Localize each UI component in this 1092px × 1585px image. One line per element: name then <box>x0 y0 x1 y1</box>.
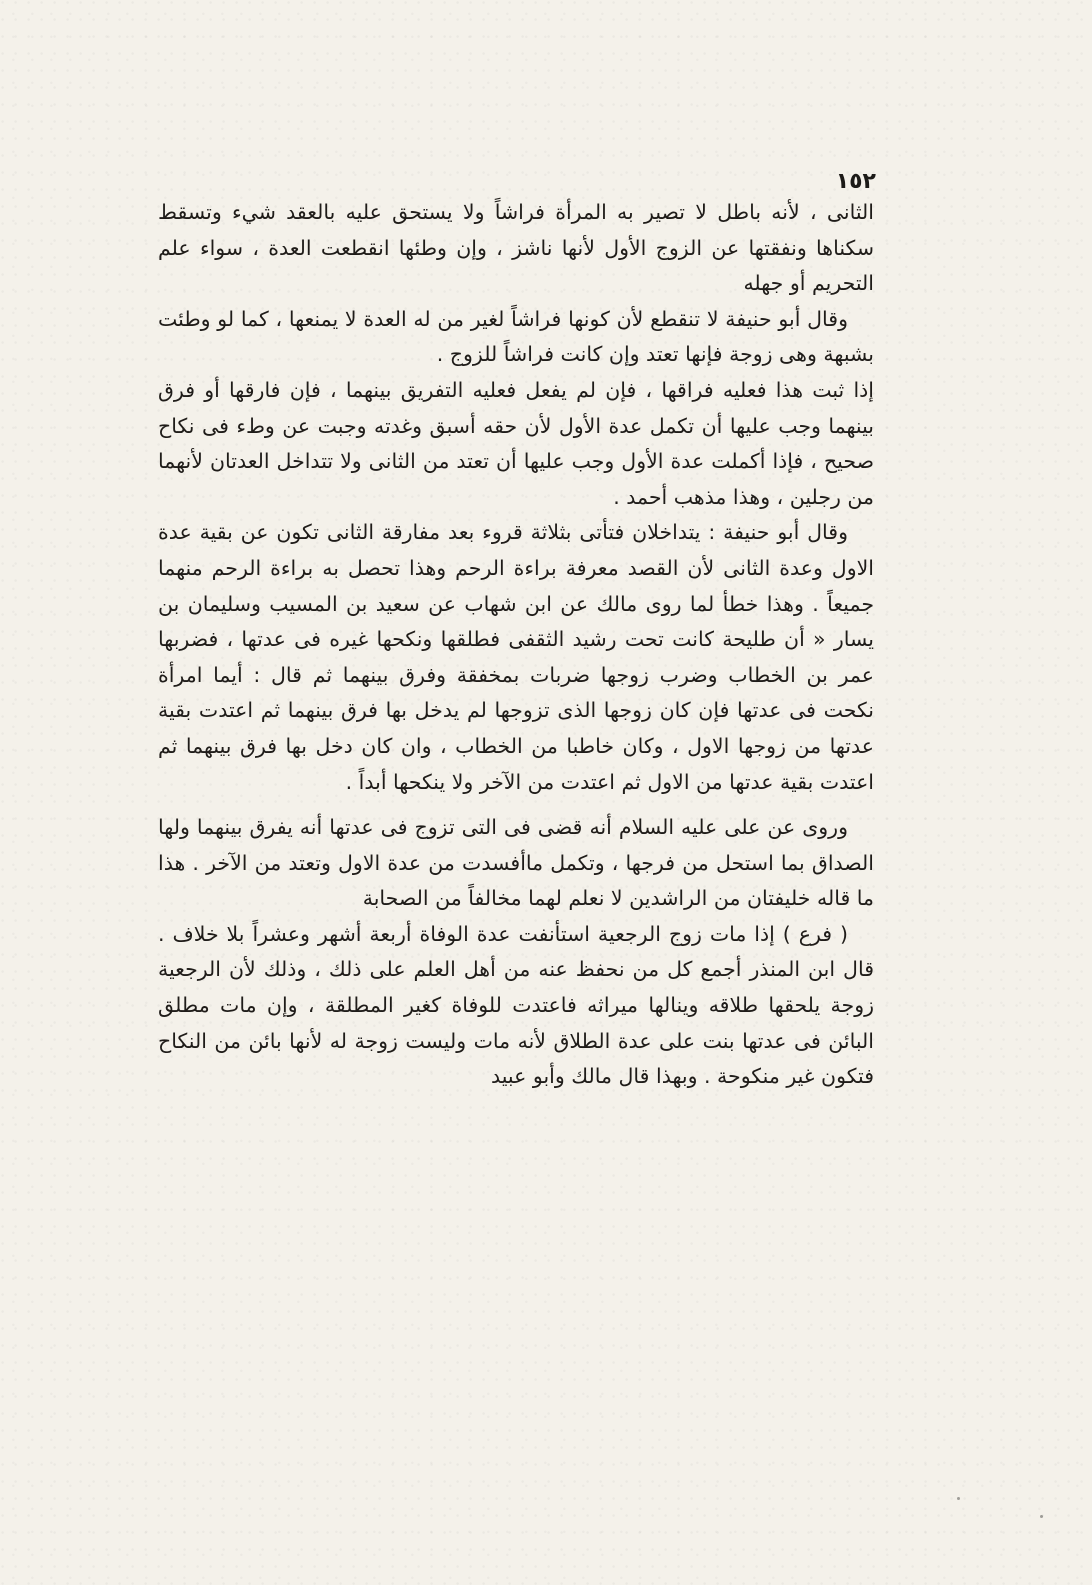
main-text-block <box>158 195 874 1095</box>
paragraph-5: وروى عن على عليه السلام أنه قضى فى التى تزوج فى عدتها أنه يفرق بينهما ولها الصداق بما استحل من فرجها ، وتكمل ماأفسدت من عدة الاول وتعتد من الآخر . هذا ما قاله خليفتان من الراشدين لا نعلم لهما مخالفاً من الصحابة <box>158 815 874 911</box>
page-number: ١٥٢ <box>835 169 876 194</box>
paragraph-1: الثانى ، لأنه باطل لا تصير به المرأة فراشاً ولا يستحق عليه بالعقد شيء وتسقط سكناها ونفقتها عن الزوج الأول لأنها ناشز ، وإن وطئها انقطعت العدة ، سواء علم التحريم أو جهله <box>158 200 874 296</box>
paragraph-6: ( فرع ) إذا مات زوج الرجعية استأنفت عدة الوفاة أربعة أشهر وعشراً بلا خلاف . قال ابن المنذر أجمع كل من نحفظ عنه من أهل العلم على ذلك ، وذلك لأن الرجعية زوجة يلحقها طلاقه وينالها ميراثه فاعتدت للوفاة كغير المطلقة ، وإن مات مطلق البائن فى عدتها بنت على عدة الطلاق لأنه مات وليست زوجة له لأنها بائن من النكاح فتكون غير منكوحة . وبهذا قال مالك وأبو عبيد <box>158 921 874 1089</box>
paper-speck <box>1040 1515 1043 1518</box>
paragraph-3: إذا ثبت هذا فعليه فراقها ، فإن لم يفعل فعليه التفريق بينهما ، فإن فارقها أو فرق بينهما وجب عليها أن تكمل عدة الأول لأن حقه أسبق وغدته وجبت عن وطء فى نكاح صحيح ، فإذا أكملت عدة الأول وجب عليها أن تعتد من الثانى ولا تتداخل العدتان لأنهما من رجلين ، وهذا مذهب أحمد . <box>158 377 874 509</box>
paragraph-4: وقال أبو حنيفة : يتداخلان فتأتى بثلاثة قروء بعد مفارقة الثانى تكون عن بقية عدة الاول وعدة الثانى لأن القصد معرفة براءة الرحم وهذا تحصل به براءة الرحم منهما جميعاً . وهذا خطأ لما روى مالك عن ابن شهاب عن سعيد بن المسيب وسليمان بن يسار « أن طليحة كانت تحت رشيد الثقفى فطلقها ونكحها غيره فى عدتها ، فضربها عمر بن الخطاب وضرب زوجها ضربات بمخفقة وفرق بينهما ثم قال : أيما امرأة نكحت فى عدتها فإن كان زوجها الذى تزوجها لم يدخل بها فرق بينهما ثم اعتدت بقية عدتها من زوجها الاول ، وكان خاطبا من الخطاب ، وان كان دخل بها فرق بينهما ثم اعتدت بقية عدتها من الاول ثم اعتدت من الآخر ولا ينكحها أبداً . <box>158 520 874 794</box>
paragraph-2: وقال أبو حنيفة لا تنقطع لأن كونها فراشاً لغير من له العدة لا يمنعها ، كما لو وطئت بشبهة وهى زوجة فإنها تعتد وإن كانت فراشاً للزوج . <box>158 306 874 367</box>
paper-speck <box>957 1497 960 1500</box>
